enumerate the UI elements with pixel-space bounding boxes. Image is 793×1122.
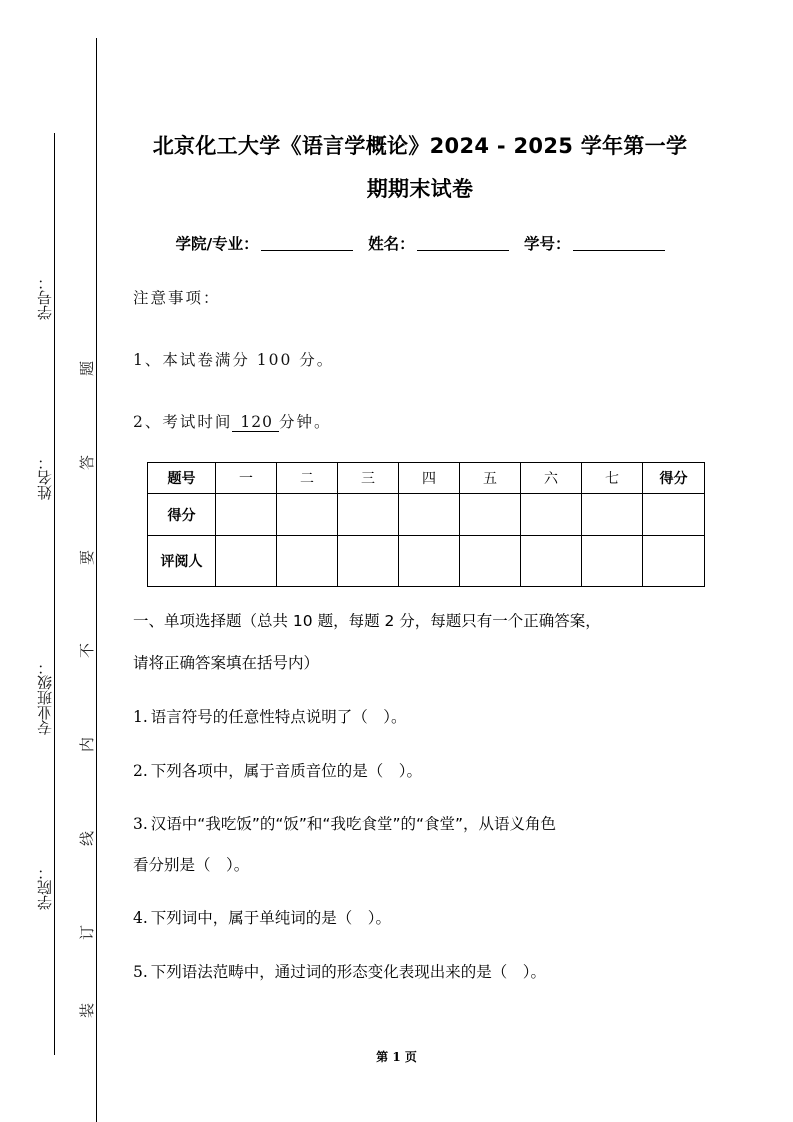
question-number: 4. (133, 909, 148, 927)
margin-warning-char: 题 (78, 360, 97, 377)
margin-label-college: 学院： (38, 862, 53, 913)
exam-title-line1: 北京化工大学《语言学概论》2024 - 2025 学年第一学 (152, 134, 688, 158)
score-table (147, 462, 705, 587)
question-number: 5. (133, 963, 148, 981)
note-exam-time-prefix: 2、考试时间 (133, 413, 233, 431)
reviewer-cell[interactable] (277, 536, 338, 587)
question-2 (133, 750, 713, 792)
section-heading-line1: 一、单项选择题（总共 10 题，每题 2 分，每题只有一个正确答案， (133, 612, 601, 630)
score-cell[interactable] (582, 494, 643, 536)
margin-label-student-id: 学号： (38, 272, 53, 323)
student-id-field[interactable] (573, 236, 665, 251)
score-cell[interactable] (399, 494, 460, 536)
table-header-cell: 得分 (643, 463, 705, 494)
question-3 (133, 803, 713, 845)
question-1 (133, 696, 713, 738)
score-cell[interactable] (216, 494, 277, 536)
score-cell[interactable] (521, 494, 582, 536)
table-header-cell: 六 (521, 463, 582, 494)
margin-warning-char: 装 (78, 1002, 97, 1019)
question-text: 下列语法范畴中，通过词的形态变化表现出来的是（ ）。 (150, 963, 547, 981)
question-text: 语言符号的任意性特点说明了（ ）。 (150, 708, 407, 726)
reviewer-cell[interactable] (399, 536, 460, 587)
name-label: 姓名： (368, 235, 415, 253)
question-4 (133, 897, 713, 939)
margin-warning-char: 订 (78, 924, 97, 941)
note-exam-time-suffix: 分钟。 (278, 413, 332, 431)
reviewer-cell[interactable] (521, 536, 582, 587)
row-label: 评阅人 (148, 536, 216, 587)
notes-heading: 注意事项： (133, 289, 221, 307)
reviewer-cell[interactable] (216, 536, 277, 587)
binding-line-outer (96, 38, 97, 1122)
exam-duration-value: 120 (232, 413, 279, 432)
name-field[interactable] (417, 236, 509, 251)
section-heading-line2: 请将正确答案填在括号内） (133, 654, 320, 672)
college-major-label: 学院/专业： (175, 235, 259, 253)
reviewer-cell[interactable] (643, 536, 705, 587)
reviewer-cell[interactable] (460, 536, 521, 587)
student-id-label: 学号： (523, 235, 571, 253)
reviewer-cell[interactable] (338, 536, 399, 587)
question-text: 看分别是（ ）。 (133, 856, 250, 874)
table-header-cell: 七 (582, 463, 643, 494)
question-3-continued (133, 844, 713, 886)
score-cell[interactable] (643, 494, 705, 536)
college-major-field[interactable] (261, 236, 353, 251)
question-text: 下列各项中，属于音质音位的是（ ）。 (150, 762, 423, 780)
table-header-cell: 二 (277, 463, 338, 494)
table-header-cell: 五 (460, 463, 521, 494)
question-text: 下列词中，属于单纯词的是（ ）。 (150, 909, 392, 927)
table-header-cell: 一 (216, 463, 277, 494)
table-row-score (148, 494, 705, 536)
margin-warning-char: 线 (78, 830, 97, 847)
question-5 (133, 951, 713, 993)
margin-warning-char: 内 (78, 736, 97, 753)
table-header-cell: 三 (338, 463, 399, 494)
reviewer-cell[interactable] (582, 536, 643, 587)
question-number: 1. (133, 708, 148, 726)
question-number: 2. (133, 762, 148, 780)
row-label: 得分 (148, 494, 216, 536)
question-number: 3. (133, 815, 148, 833)
table-header-cell: 题号 (148, 463, 216, 494)
margin-warning-char: 不 (78, 642, 97, 659)
score-cell[interactable] (277, 494, 338, 536)
page-number: 第 1 页 (376, 1050, 417, 1064)
table-header-cell: 四 (399, 463, 460, 494)
note-full-score: 1、本试卷满分 100 分。 (133, 351, 335, 369)
margin-warning-char: 要 (78, 549, 97, 566)
question-text: 汉语中“我吃饭”的“饭”和“我吃食堂”的“食堂”，从语义角色 (150, 815, 557, 833)
margin-label-name: 姓名： (38, 452, 53, 503)
binding-line-inner (54, 133, 55, 1055)
margin-warning-char: 答 (78, 454, 97, 471)
margin-label-major-class: 专业班级： (38, 657, 53, 738)
student-info-row (120, 232, 720, 254)
score-cell[interactable] (460, 494, 521, 536)
score-table-header-row (148, 463, 705, 494)
exam-title-line2: 期期末试卷 (366, 177, 474, 201)
note-exam-time (133, 410, 331, 432)
score-cell[interactable] (338, 494, 399, 536)
table-row-reviewer (148, 536, 705, 587)
